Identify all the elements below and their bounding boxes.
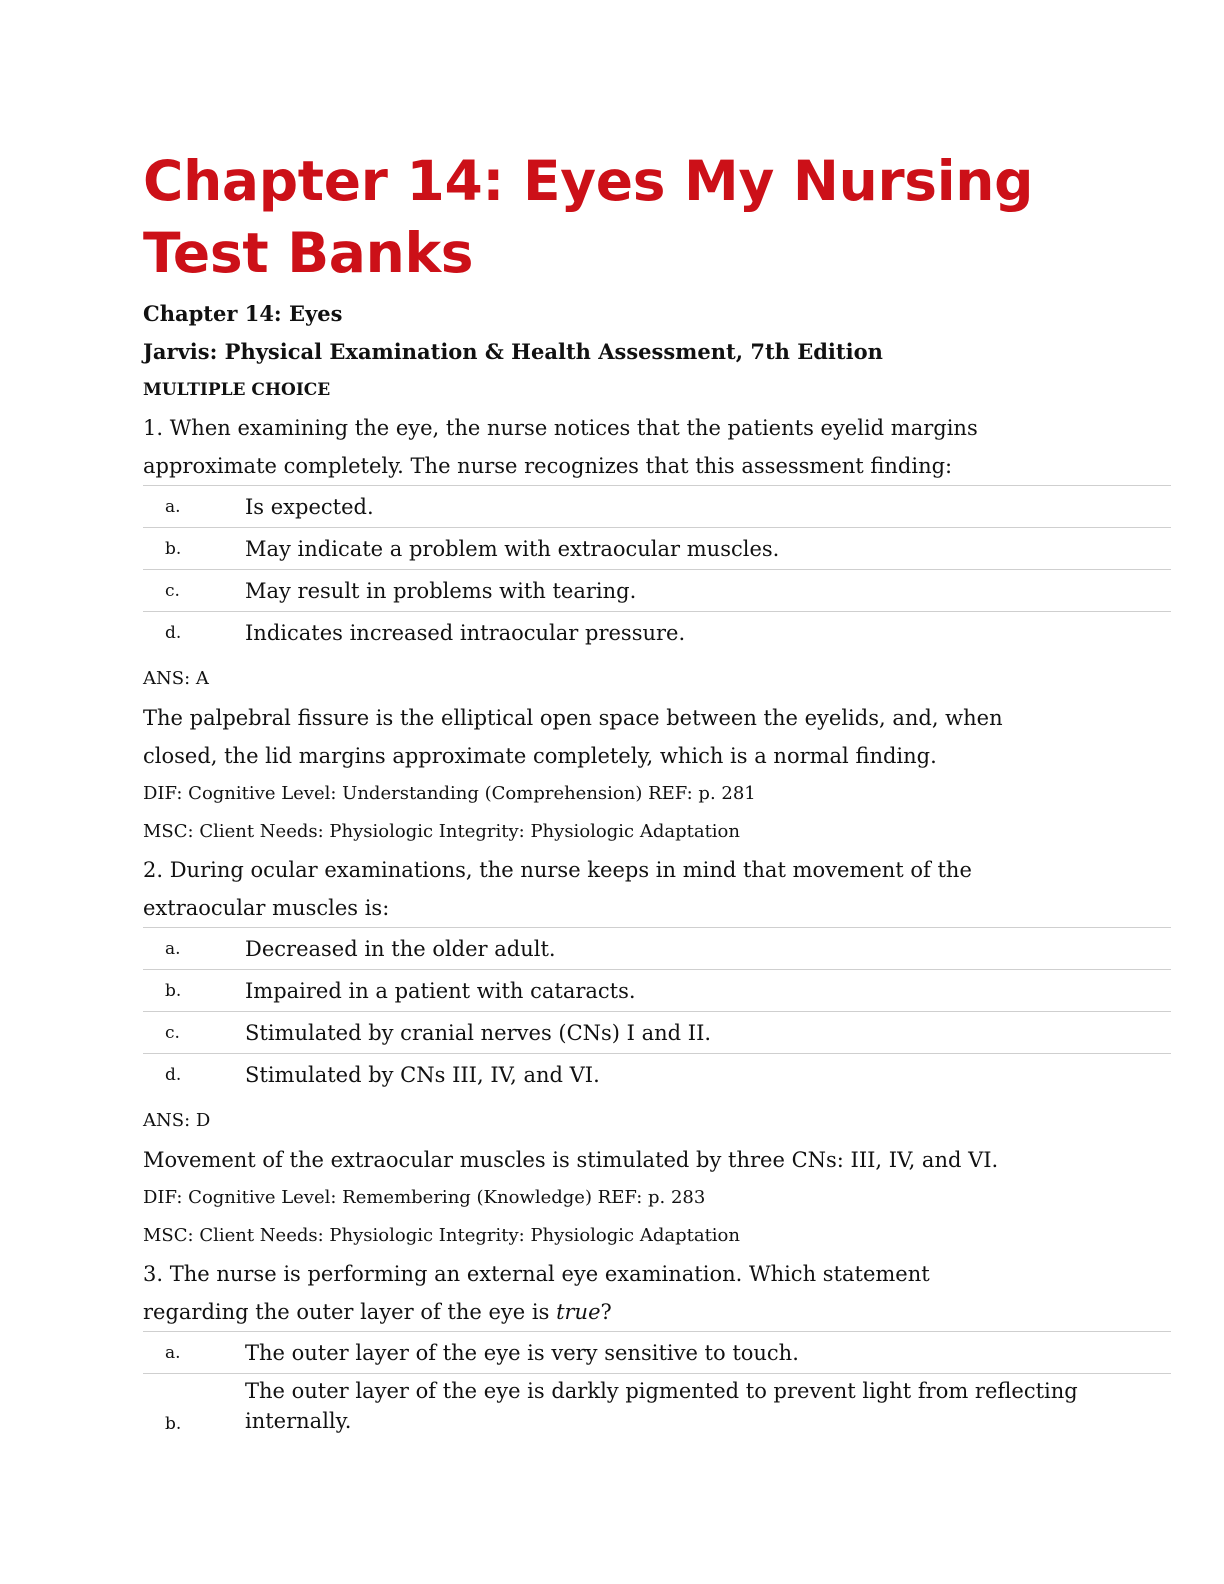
choice-text: Stimulated by CNs III, IV, and VI.	[245, 1062, 600, 1087]
choice-letter: d.	[165, 1064, 182, 1085]
choice-text: May indicate a problem with extraocular muscles.	[245, 536, 780, 561]
question-2	[143, 851, 1171, 1255]
question-text	[143, 1255, 1003, 1331]
choice-letter: a.	[165, 496, 181, 517]
rationale: The palpebral fissure is the elliptical open space between the eyelids, and, when closed, the lid margins approximate completely, which is a normal finding.	[143, 706, 1003, 768]
choice-text: Stimulated by cranial nerves (CNs) I and II.	[245, 1020, 712, 1045]
difficulty-ref: DIF: Cognitive Level: Remembering (Knowledge) REF: p. 283	[143, 1187, 706, 1208]
question-text-end: ?	[600, 1300, 612, 1324]
choice-a	[143, 1332, 1171, 1374]
section-label: MULTIPLE CHOICE	[143, 380, 331, 400]
choice-d	[143, 1054, 1171, 1095]
choice-letter: a.	[165, 1342, 181, 1363]
title-line-1: Chapter 14: Eyes My Nursing	[143, 149, 1034, 213]
answer-key: ANS: D	[143, 1110, 211, 1131]
choice-letter: b.	[165, 980, 182, 1001]
choice-letter: c.	[165, 1022, 180, 1043]
question-text-start: 3. The nurse is performing an external eye examination. Which statement regarding the outer layer of the eye is	[143, 1262, 930, 1324]
choice-text: Indicates increased intraocular pressure.	[245, 620, 686, 645]
choice-text: The outer layer of the eye is darkly pigmented to prevent light from reflecting internally.	[245, 1379, 1078, 1433]
document-title	[143, 145, 1171, 289]
answer-choices	[143, 1331, 1171, 1446]
choice-a	[143, 928, 1171, 970]
document-content	[143, 145, 1171, 1446]
book-heading: Jarvis: Physical Examination & Health Assessment, 7th Edition	[143, 339, 883, 364]
choice-d	[143, 612, 1171, 653]
choice-b	[143, 1374, 1171, 1446]
choice-c	[143, 1012, 1171, 1054]
client-needs: MSC: Client Needs: Physiologic Integrity: Physiologic Adaptation	[143, 821, 740, 842]
choice-b	[143, 528, 1171, 570]
answer-choices	[143, 485, 1171, 653]
question-text: 1. When examining the eye, the nurse notices that the patients eyelid margins approximate completely. The nurse recognizes that this assessment finding:	[143, 416, 978, 478]
answer-key: ANS: A	[143, 668, 209, 689]
choice-c	[143, 570, 1171, 612]
question-emphasis: true	[556, 1300, 601, 1324]
question-1	[143, 409, 1171, 851]
choice-text: Decreased in the older adult.	[245, 936, 556, 961]
choice-letter: c.	[165, 580, 180, 601]
choice-text: Is expected.	[245, 494, 374, 519]
choice-text: May result in problems with tearing.	[245, 578, 637, 603]
client-needs: MSC: Client Needs: Physiologic Integrity: Physiologic Adaptation	[143, 1225, 740, 1246]
title-line-2: Test Banks	[143, 221, 474, 285]
choice-b	[143, 970, 1171, 1012]
choice-text: The outer layer of the eye is very sensitive to touch.	[245, 1340, 799, 1365]
choice-letter: d.	[165, 622, 182, 643]
choice-letter: b.	[165, 538, 182, 559]
question-3	[143, 1255, 1171, 1446]
rationale: Movement of the extraocular muscles is stimulated by three CNs: III, IV, and VI.	[143, 1148, 999, 1172]
question-text: 2. During ocular examinations, the nurse keeps in mind that movement of the extraocular muscles is:	[143, 858, 972, 920]
choice-letter: a.	[165, 938, 181, 959]
choice-text: Impaired in a patient with cataracts.	[245, 978, 636, 1003]
difficulty-ref: DIF: Cognitive Level: Understanding (Comprehension) REF: p. 281	[143, 783, 756, 804]
chapter-heading: Chapter 14: Eyes	[143, 301, 343, 326]
answer-choices	[143, 927, 1171, 1095]
choice-a	[143, 486, 1171, 528]
choice-letter: b.	[165, 1414, 182, 1434]
